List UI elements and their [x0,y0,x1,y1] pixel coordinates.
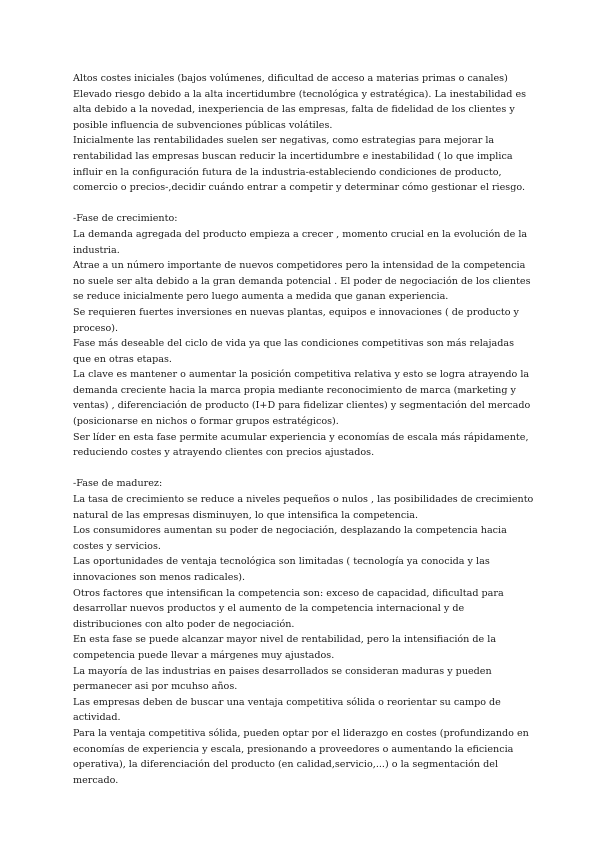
section-introduccion [73,71,535,196]
blank-line [73,461,535,477]
section-heading: -Fase de crecimiento: [73,213,178,225]
paragraph: La tasa de crecimiento se reduce a niveles pequeños o nulos , las posibilidades de crecimiento natural de las empresas disminuyen, lo que intensifica la competencia. [73,494,534,521]
blank-line [73,196,535,212]
section-heading: -Fase de madurez: [73,478,163,490]
paragraph: Las empresas deben de buscar una ventaja competitiva sólida o reorientar su campo de actividad. [73,696,501,724]
paragraph: La demanda agregada del producto empieza a crecer , momento crucial en la evolución de la industria. [73,228,528,256]
paragraph: Atrae a un número importante de nuevos competidores pero la intensidad de la competencia no suele ser alta debido a la gran demanda potencial . El poder de negociación de los clientes se reduce inicialmente pero luego aumenta a medida que ganan experiencia. [73,260,531,303]
paragraph: La clave es mantener o aumentar la posición competitiva relativa y esto se logra atrayendo la demanda creciente hacia la marca propia mediante reconocimiento de marca (marketing y ventas) , diferenciación de producto (I+D para fidelizar clientes) y segmentación del mercado (posicionarse en nichos o formar grupos estratégicos). [73,369,531,428]
paragraph: Elevado riesgo debido a la alta incertidumbre (tecnológica y estratégica). La inestabilidad es alta debido a la novedad, inexperiencia de las empresas, falta de fidelidad de los clientes y posible influencia de subvenciones públicas volátiles. [73,88,527,131]
paragraph: Los consumidores aumentan su poder de negociación, desplazando la competencia hacia costes y servicios. [73,525,507,552]
paragraph: Inicialmente las rentabilidades suelen ser negativas, como estrategias para mejorar la rentabilidad las empresas buscan reducir la incertidumbre e inestabilidad ( lo que implica influir en la configuración futura de la industria-estableciendo condiciones de producto, comercio o precios-,decidir cuándo entrar a competir y determinar cómo gestionar el riesgo. [73,135,526,194]
section-crecimiento [73,211,535,461]
paragraph: Fase más deseable del ciclo de vida ya que las condiciones competitivas son más relajadas que en otras etapas. [73,338,515,365]
paragraph: Otros factores que intensifican la competencia son: exceso de capacidad, dificultad para desarrollar nuevos productos y el aumento de la competencia internacional y de distribuciones con alto poder de negociación. [73,587,504,630]
paragraph: La mayoría de las industrias en paises desarrollados se consideran maduras y pueden permanecer asi por mcuhso años. [73,665,492,693]
section-madurez [73,476,535,788]
paragraph: Se requieren fuertes inversiones en nuevas plantas, equipos e innovaciones ( de producto y proceso). [73,306,519,334]
paragraph: Para la ventaja competitiva sólida, pueden optar por el liderazgo en costes (profundizando en economías de experiencia y escala, presionando a proveedores o aumentando la eficiencia operativa), la diferenciación del producto (en calidad,servicio,...) o la segmentación del mercado. [73,727,529,786]
paragraph: En esta fase se puede alcanzar mayor nivel de rentabilidad, pero la intensifiación de la competencia puede llevar a márgenes muy ajustados. [73,634,497,661]
document-page [73,71,535,788]
paragraph: Las oportunidades de ventaja tecnológica son limitadas ( tecnología ya conocida y las innovaciones son menos radicales). [73,556,490,583]
paragraph: Altos costes iniciales (bajos volúmenes, dificultad de acceso a materias primas o canales) [73,73,508,84]
paragraph: Ser líder en esta fase permite acumular experiencia y economías de escala más rápidamente, reduciendo costes y atrayendo clientes con precios ajustados. [73,431,529,459]
